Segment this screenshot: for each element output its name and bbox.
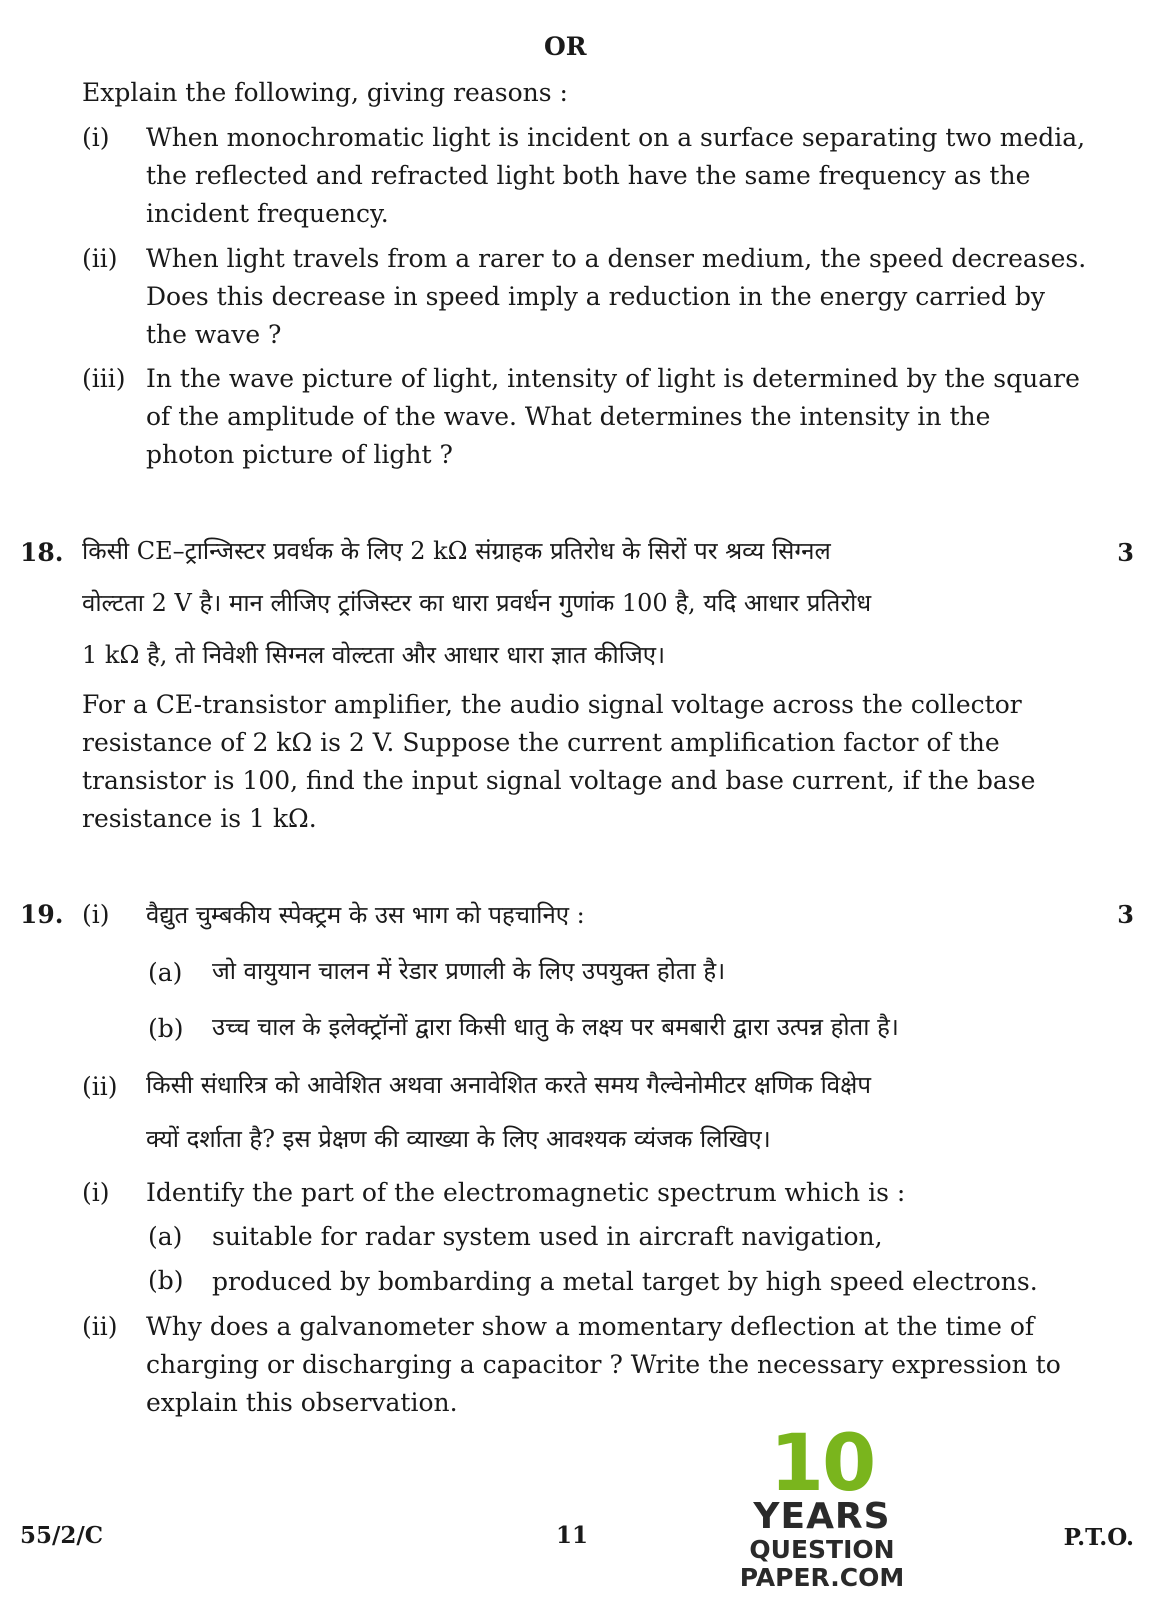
q18-english-line-4: resistance is 1 kΩ.	[82, 804, 317, 833]
item-ii-line-2: Does this decrease in speed imply a reduction in the energy carried by	[146, 282, 1045, 311]
q19-hi-b-text: उच्च चाल के इलेक्ट्रॉनों द्वारा किसी धातु के लक्ष्य पर बमबारी द्वारा उत्पन्न होता है।	[212, 1013, 899, 1041]
marks-19: 3	[1117, 900, 1134, 929]
q19-hi-ii-line-2: क्यों दर्शाता है? इस प्रेक्षण की व्याख्या के लिए आवश्यक व्यंजक लिखिए।	[146, 1125, 771, 1153]
q19-hi-label-b: (b)	[148, 1014, 184, 1043]
q19-hi-label-a: (a)	[148, 958, 183, 987]
page-number: 11	[556, 1522, 589, 1549]
item-ii-line-1: When light travels from a rarer to a denser medium, the speed decreases.	[146, 244, 1087, 273]
q19-en-label-i: (i)	[82, 1178, 110, 1207]
watermark-site: QUESTION PAPER.COM	[739, 1535, 905, 1592]
item-iii-line-1: In the wave picture of light, intensity of light is determined by the square	[146, 364, 1080, 393]
q18-hindi-line-1: किसी CE–ट्रान्जिस्टर प्रवर्धक के लिए 2 kΩ संग्राहक प्रतिरोध के सिरों पर श्रव्य सिग्नल	[82, 537, 831, 565]
question-number-19: 19.	[20, 900, 64, 929]
q18-english-line-2: resistance of 2 kΩ is 2 V. Suppose the current amplification factor of the	[82, 728, 1000, 757]
q18-hindi-line-3: 1 kΩ है, तो निवेशी सिग्नल वोल्टता और आधार धारा ज्ञात कीजिए।	[82, 641, 666, 669]
item-i-line-2: the reflected and refracted light both have the same frequency as the	[146, 161, 1031, 190]
marks-18: 3	[1117, 538, 1134, 567]
watermark-number: 10	[769, 1419, 875, 1509]
q18-hindi-line-2: वोल्टता 2 V है। मान लीजिए ट्रांजिस्टर का धारा प्रवर्धन गुणांक 100 है, यदि आधार प्रतिरोध	[82, 589, 872, 617]
pto-label: P.T.O.	[1063, 1524, 1134, 1551]
item-i-line-3: incident frequency.	[146, 199, 389, 228]
q19-hi-label-i: (i)	[82, 900, 110, 929]
item-iii-line-2: of the amplitude of the wave. What determines the intensity in the	[146, 402, 991, 431]
q19-en-label-a: (a)	[148, 1222, 183, 1251]
item-iii-line-3: photon picture of light ?	[146, 440, 453, 469]
q19-en-b-text: produced by bombarding a metal target by high speed electrons.	[212, 1267, 1038, 1296]
watermark-years: YEARS	[753, 1496, 891, 1537]
item-i-line-1: When monochromatic light is incident on a surface separating two media,	[146, 123, 1086, 152]
q19-en-i-text: Identify the part of the electromagnetic spectrum which is :	[146, 1178, 906, 1207]
q19-hi-a-text: जो वायुयान चालन में रेडार प्रणाली के लिए उपयुक्त होता है।	[212, 957, 726, 985]
item-label-i: (i)	[82, 123, 110, 152]
q18-english-line-3: transistor is 100, find the input signal voltage and base current, if the base	[82, 766, 1036, 795]
or-heading: OR	[544, 32, 587, 61]
q19-en-ii-line-1: Why does a galvanometer show a momentary deflection at the time of	[146, 1312, 1035, 1341]
q19-en-ii-line-2: charging or discharging a capacitor ? Write the necessary expression to	[146, 1350, 1061, 1379]
q19-en-ii-line-3: explain this observation.	[146, 1388, 458, 1417]
item-label-ii: (ii)	[82, 244, 118, 273]
item-label-iii: (iii)	[82, 364, 126, 393]
or-intro: Explain the following, giving reasons :	[82, 78, 568, 107]
item-ii-line-3: the wave ?	[146, 320, 282, 349]
q19-en-label-ii: (ii)	[82, 1312, 118, 1341]
q19-hi-label-ii: (ii)	[82, 1072, 118, 1101]
q19-hi-i-text: वैद्युत चुम्बकीय स्पेक्ट्रम के उस भाग को पहचानिए :	[146, 901, 585, 929]
q18-english-line-1: For a CE-transistor amplifier, the audio signal voltage across the collector	[82, 690, 1022, 719]
q19-en-label-b: (b)	[148, 1266, 184, 1295]
paper-code: 55/2/C	[20, 1522, 104, 1549]
q19-en-a-text: suitable for radar system used in aircraft navigation,	[212, 1222, 883, 1251]
watermark-logo	[672, 1419, 972, 1592]
question-number-18: 18.	[20, 538, 64, 567]
q19-hi-ii-line-1: किसी संधारित्र को आवेशित अथवा अनावेशित करते समय गैल्वेनोमीटर क्षणिक विक्षेप	[146, 1071, 871, 1099]
